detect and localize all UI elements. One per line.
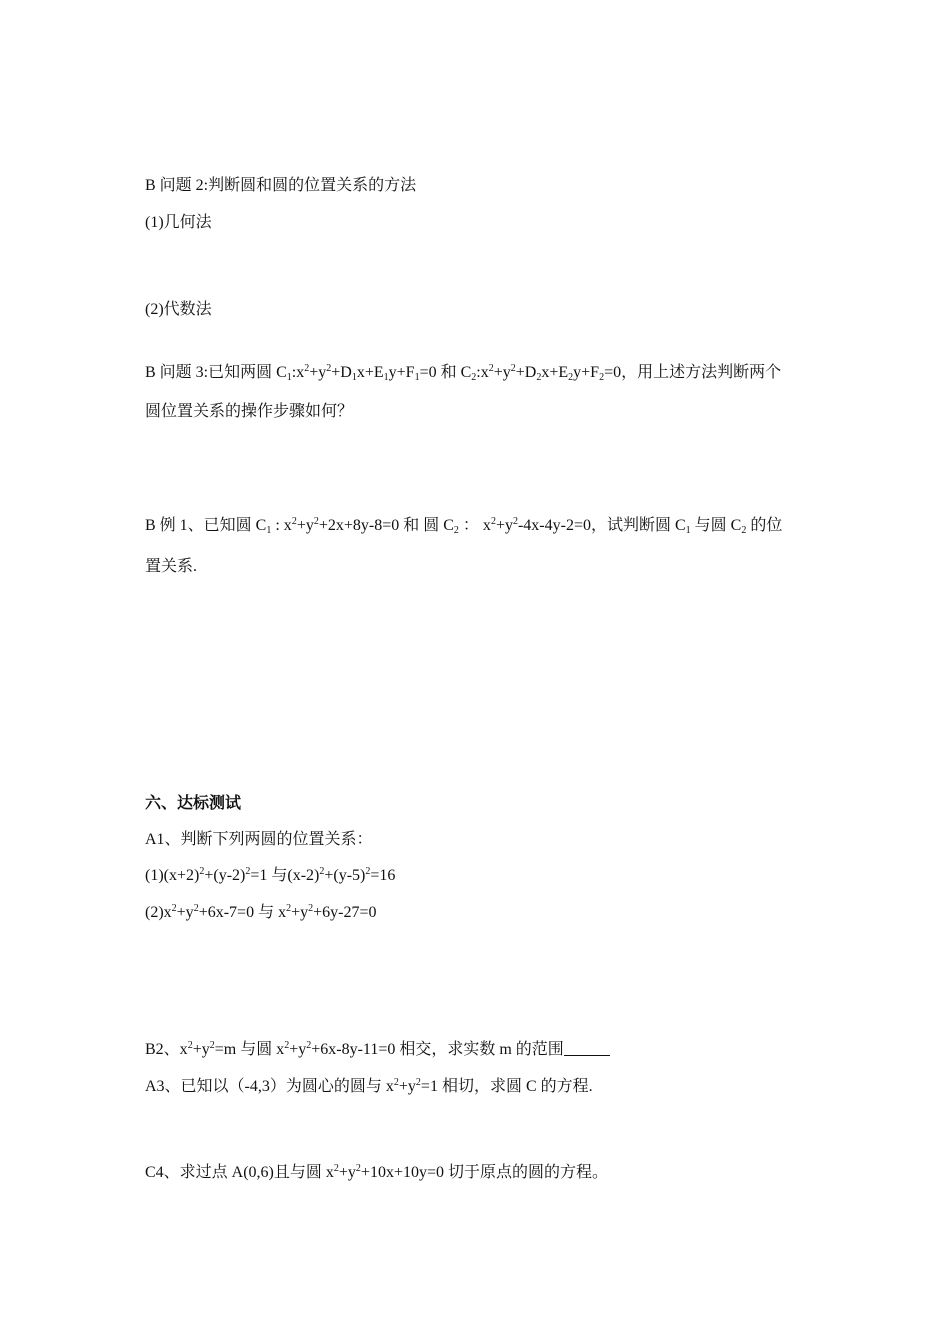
text: x+E xyxy=(356,364,384,381)
superscript: 2 xyxy=(326,363,332,374)
text: +2x+8y-8=0 和 圆 C xyxy=(318,517,454,534)
a1-title: A1、判断下列两圆的位置关系： xyxy=(145,831,373,848)
subscript: 2 xyxy=(599,372,605,383)
text: B 例 1、已知圆 C xyxy=(145,517,267,534)
subscript: 2 xyxy=(453,525,459,536)
text: +6y-27=0 xyxy=(313,904,377,921)
text: +y xyxy=(289,1041,307,1058)
superscript: 2 xyxy=(304,363,310,374)
text: =0，用上述方法判断两个 xyxy=(604,364,782,381)
text: -4x-4y-2=0，试判断圆 C xyxy=(517,517,686,534)
superscript: 2 xyxy=(209,1040,215,1051)
text: +y xyxy=(398,1078,416,1095)
text: y+F xyxy=(388,364,415,381)
superscript: 2 xyxy=(490,516,496,527)
text: +y xyxy=(495,517,513,534)
problem3-line1 xyxy=(145,363,781,383)
text: +y xyxy=(338,1164,356,1181)
superscript: 2 xyxy=(286,903,292,914)
subscript: 2 xyxy=(741,525,747,536)
superscript: 2 xyxy=(284,1040,290,1051)
text: +6x-7=0 与 x xyxy=(198,904,287,921)
superscript: 2 xyxy=(199,866,205,877)
superscript: 2 xyxy=(187,1040,193,1051)
superscript: 2 xyxy=(393,1077,399,1088)
text: +y xyxy=(192,1041,210,1058)
text: :x xyxy=(291,364,305,381)
text: +y xyxy=(291,904,309,921)
text: ： x xyxy=(458,517,491,534)
text: +D xyxy=(515,364,537,381)
text: +y xyxy=(296,517,314,534)
problem2-title: B 问题 2:判断圆和圆的位置关系的方法 xyxy=(145,177,417,194)
text: A3、已知以（-4,3）为圆心的圆与 x xyxy=(145,1078,394,1095)
text: B2、x xyxy=(145,1041,188,1058)
c4-question xyxy=(145,1163,608,1183)
text: +y xyxy=(309,364,327,381)
superscript: 2 xyxy=(355,1163,361,1174)
superscript: 2 xyxy=(488,363,494,374)
superscript: 2 xyxy=(306,1040,312,1051)
text: (2)x xyxy=(145,904,172,921)
text: =16 xyxy=(370,867,396,884)
method-geometric: (1)几何法 xyxy=(145,214,212,231)
subscript: 1 xyxy=(266,525,272,536)
text: 与圆 C xyxy=(690,517,742,534)
text: y+F xyxy=(573,364,600,381)
superscript: 2 xyxy=(313,516,319,527)
example1-line2: 置关系. xyxy=(145,558,198,575)
superscript: 2 xyxy=(512,516,518,527)
subscript: 2 xyxy=(536,372,542,383)
a1-question2 xyxy=(145,903,376,923)
a1-question1 xyxy=(145,866,395,886)
subscript: 1 xyxy=(414,372,420,383)
subscript: 1 xyxy=(685,525,691,536)
superscript: 2 xyxy=(171,903,177,914)
text: =1 与(x-2) xyxy=(250,867,320,884)
a3-question xyxy=(145,1077,593,1097)
b2-question xyxy=(145,1040,610,1060)
superscript: 2 xyxy=(510,363,516,374)
text: =m 与圆 x xyxy=(214,1041,285,1058)
superscript: 2 xyxy=(319,866,325,877)
text: +6x-8y-11=0 相交，求实数 m 的范围 xyxy=(311,1041,564,1058)
subscript: 1 xyxy=(351,372,357,383)
text: C4、求过点 A(0,6)且与圆 x xyxy=(145,1164,334,1181)
example1-line1 xyxy=(145,516,782,536)
method-algebraic: (2)代数法 xyxy=(145,301,212,318)
superscript: 2 xyxy=(245,866,251,877)
superscript: 2 xyxy=(291,516,297,527)
problem3-line2: 圆位置关系的操作步骤如何？ xyxy=(145,403,354,420)
text: +y xyxy=(176,904,194,921)
superscript: 2 xyxy=(365,866,371,877)
text: x+E xyxy=(541,364,569,381)
subscript: 2 xyxy=(471,372,477,383)
text: =0 和 C xyxy=(419,364,472,381)
superscript: 2 xyxy=(308,903,314,914)
superscript: 2 xyxy=(193,903,199,914)
superscript: 2 xyxy=(415,1077,421,1088)
text: +D xyxy=(331,364,352,381)
subscript: 1 xyxy=(286,372,292,383)
answer-blank xyxy=(564,1041,610,1056)
section6-heading: 六、达标测试 xyxy=(145,795,242,812)
text: +10x+10y=0 切于原点的圆的方程。 xyxy=(360,1164,608,1181)
text: : x xyxy=(271,517,292,534)
text: (1)(x+2) xyxy=(145,867,200,884)
superscript: 2 xyxy=(333,1163,339,1174)
text: +(y-2) xyxy=(204,867,246,884)
text: =1 相切，求圆 C 的方程. xyxy=(420,1078,593,1095)
text: 的位 xyxy=(746,517,783,534)
text: B 问题 3:已知两圆 C xyxy=(145,364,287,381)
text: +(y-5) xyxy=(324,867,366,884)
subscript: 2 xyxy=(568,372,574,383)
subscript: 1 xyxy=(383,372,389,383)
text: +y xyxy=(493,364,511,381)
text: :x xyxy=(476,364,489,381)
